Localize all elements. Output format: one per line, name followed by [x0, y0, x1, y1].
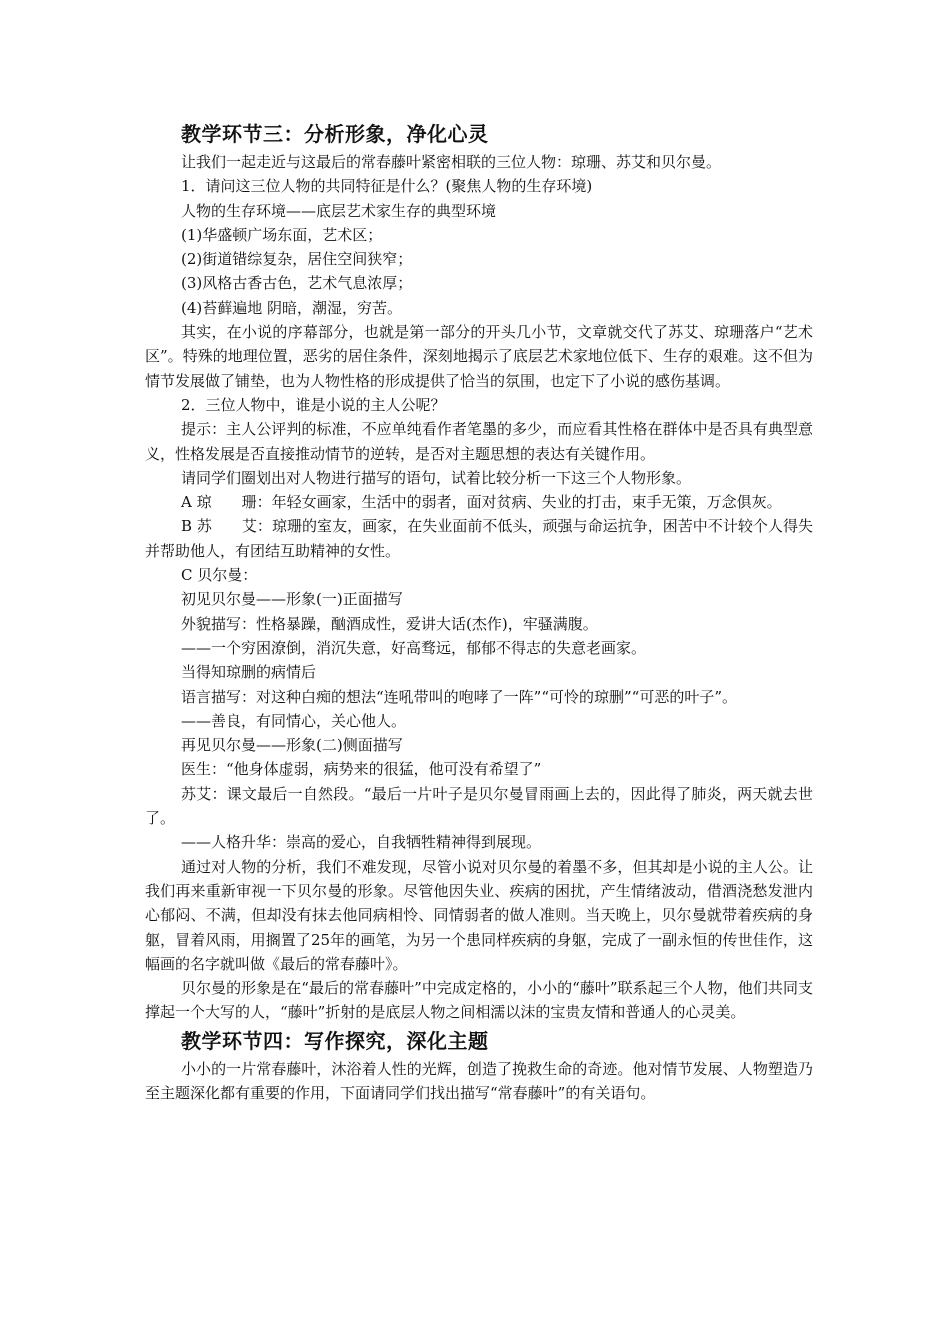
section-four-heading: 教学环节四：写作探究，深化主题 — [181, 1028, 489, 1053]
environment-title: 人物的生存环境——底层艺术家生存的典型环境 — [181, 201, 497, 220]
sue-quote: 苏艾：课文最后一自然段。“最后一片叶子是贝尔曼冒雨画上去的，因此得了肺炎，两天就去世了。 — [145, 784, 813, 828]
behrman-second-look: 再见贝尔曼——形象(二)侧面描写 — [181, 736, 403, 755]
behrman-appearance: 外貌描写：性格暴躁，酗酒成性，爱讲大话(杰作)，牢骚满腹。 — [181, 614, 598, 633]
environment-item-4: (4)苔藓遍地 阴暗，潮湿，穷苦。 — [181, 298, 403, 317]
section-three-heading: 教学环节三：分析形象，净化心灵 — [181, 122, 489, 146]
character-b-label: B 苏 艾： — [181, 517, 272, 536]
analysis-paragraph: 通过对人物的分析，我们不难发现，尽管小说对贝尔曼的着墨不多，但其却是小说的主人公。让我们再来重新审视一下贝尔曼的形象。尽管他因失业、疾病的困扰，产生情绪波动，借酒浇愁发泄内心郁闷、不满，但却没有抹去他同病相怜、同情弱者的做人准则。当天晚上，贝尔曼就带着疾病的身躯，冒着风雨，用搁置了25年的画笔，为另一个患同样疾病的身躯，完成了一副永恒的传世佳作，这幅画的名字就叫做《最后的常春藤叶》。 — [145, 857, 813, 973]
environment-item-1: (1)华盛顿广场东面，艺术区； — [181, 225, 383, 244]
document-page — [145, 118, 813, 1105]
ivy-leaf-paragraph: 小小的一片常春藤叶，沐浴着人性的光辉，创造了挽救生命的奇迹。他对情节发展、人物塑造乃至主题深化都有重要的作用，下面请同学们找出描写“常春藤叶”的有关语句。 — [145, 1059, 813, 1102]
character-a-text: 年轻女画家，生活中的弱者，面对贫病、失业的打击，束手无策，万念俱灰。 — [271, 493, 782, 512]
hint-paragraph: 提示：主人公评判的标准，不应单纯看作者笔墨的多少，而应看其性格在群体中是否具有典型意义，性格发展是否直接推动情节的逆转，是否对主题思想的表达有关键作用。 — [145, 420, 813, 463]
conclusion-paragraph: 贝尔曼的形象是在“最后的常春藤叶”中完成定格的，小小的“藤叶”联系起三个人物，他们共同支撑起一个大写的人，“藤叶”折射的是底层人物之间相濡以沫的宝贵友情和普通人的心灵美。 — [145, 979, 813, 1022]
question-two: 2．三位人物中，谁是小说的主人公呢？ — [181, 395, 446, 414]
behrman-summary-2: ——善良，有同情心，关心他人。 — [181, 711, 407, 730]
character-a-label: A 琼 珊： — [181, 493, 272, 512]
task-paragraph: 请同学们圈划出对人物进行描写的语句，试着比较分析一下这三个人物形象。 — [181, 468, 692, 487]
character-b — [145, 514, 813, 563]
doctor-quote: 医生：“他身体虚弱，病势来的很猛，他可没有希望了” — [181, 760, 542, 779]
character-c-label: C 贝尔曼： — [181, 566, 258, 585]
behrman-learns-illness: 当得知琼删的病情后 — [181, 663, 317, 682]
setting-paragraph: 其实，在小说的序幕部分，也就是第一部分的开头几小节，文章就交代了苏艾、琼珊落户“艺术区”。特殊的地理位置，恶劣的居住条件，深刻地揭示了底层艺术家地位低下、生存的艰难。这不但为情节发展做了铺垫，也为人物性格的形成提供了恰当的氛围，也定下了小说的感伤基调。 — [145, 323, 813, 390]
character-b-text: 琼珊的室友，画家，在失业面前不低头，顽强与命运抗争，困苦中不计较个人得失并帮助他人，有团结互助精神的女性。 — [145, 517, 813, 560]
intro-paragraph: 让我们一起走近与这最后的常春藤叶紧密相联的三位人物：琼珊、苏艾和贝尔曼。 — [181, 153, 722, 171]
character-a — [145, 490, 813, 514]
behrman-summary-1: ——一个穷困潦倒，消沉失意，好高骛远，郁郁不得志的失意老画家。 — [181, 638, 647, 657]
environment-item-3: (3)风格古香古色，艺术气息浓厚； — [181, 274, 413, 293]
question-one: 1．请问这三位人物的共同特征是什么？(聚焦人物的生存环境) — [181, 177, 593, 196]
behrman-summary-3: ——人格升华：崇高的爱心，自我牺牲精神得到展现。 — [181, 833, 542, 852]
behrman-first-look: 初见贝尔曼——形象(一)正面描写 — [181, 590, 403, 609]
environment-item-2: (2)街道错综复杂，居住空间狭窄； — [181, 250, 413, 269]
behrman-speech: 语言描写：对这种白痴的想法“连吼带叫的咆哮了一阵”“可怜的琼删”“可恶的叶子”。 — [181, 687, 738, 706]
